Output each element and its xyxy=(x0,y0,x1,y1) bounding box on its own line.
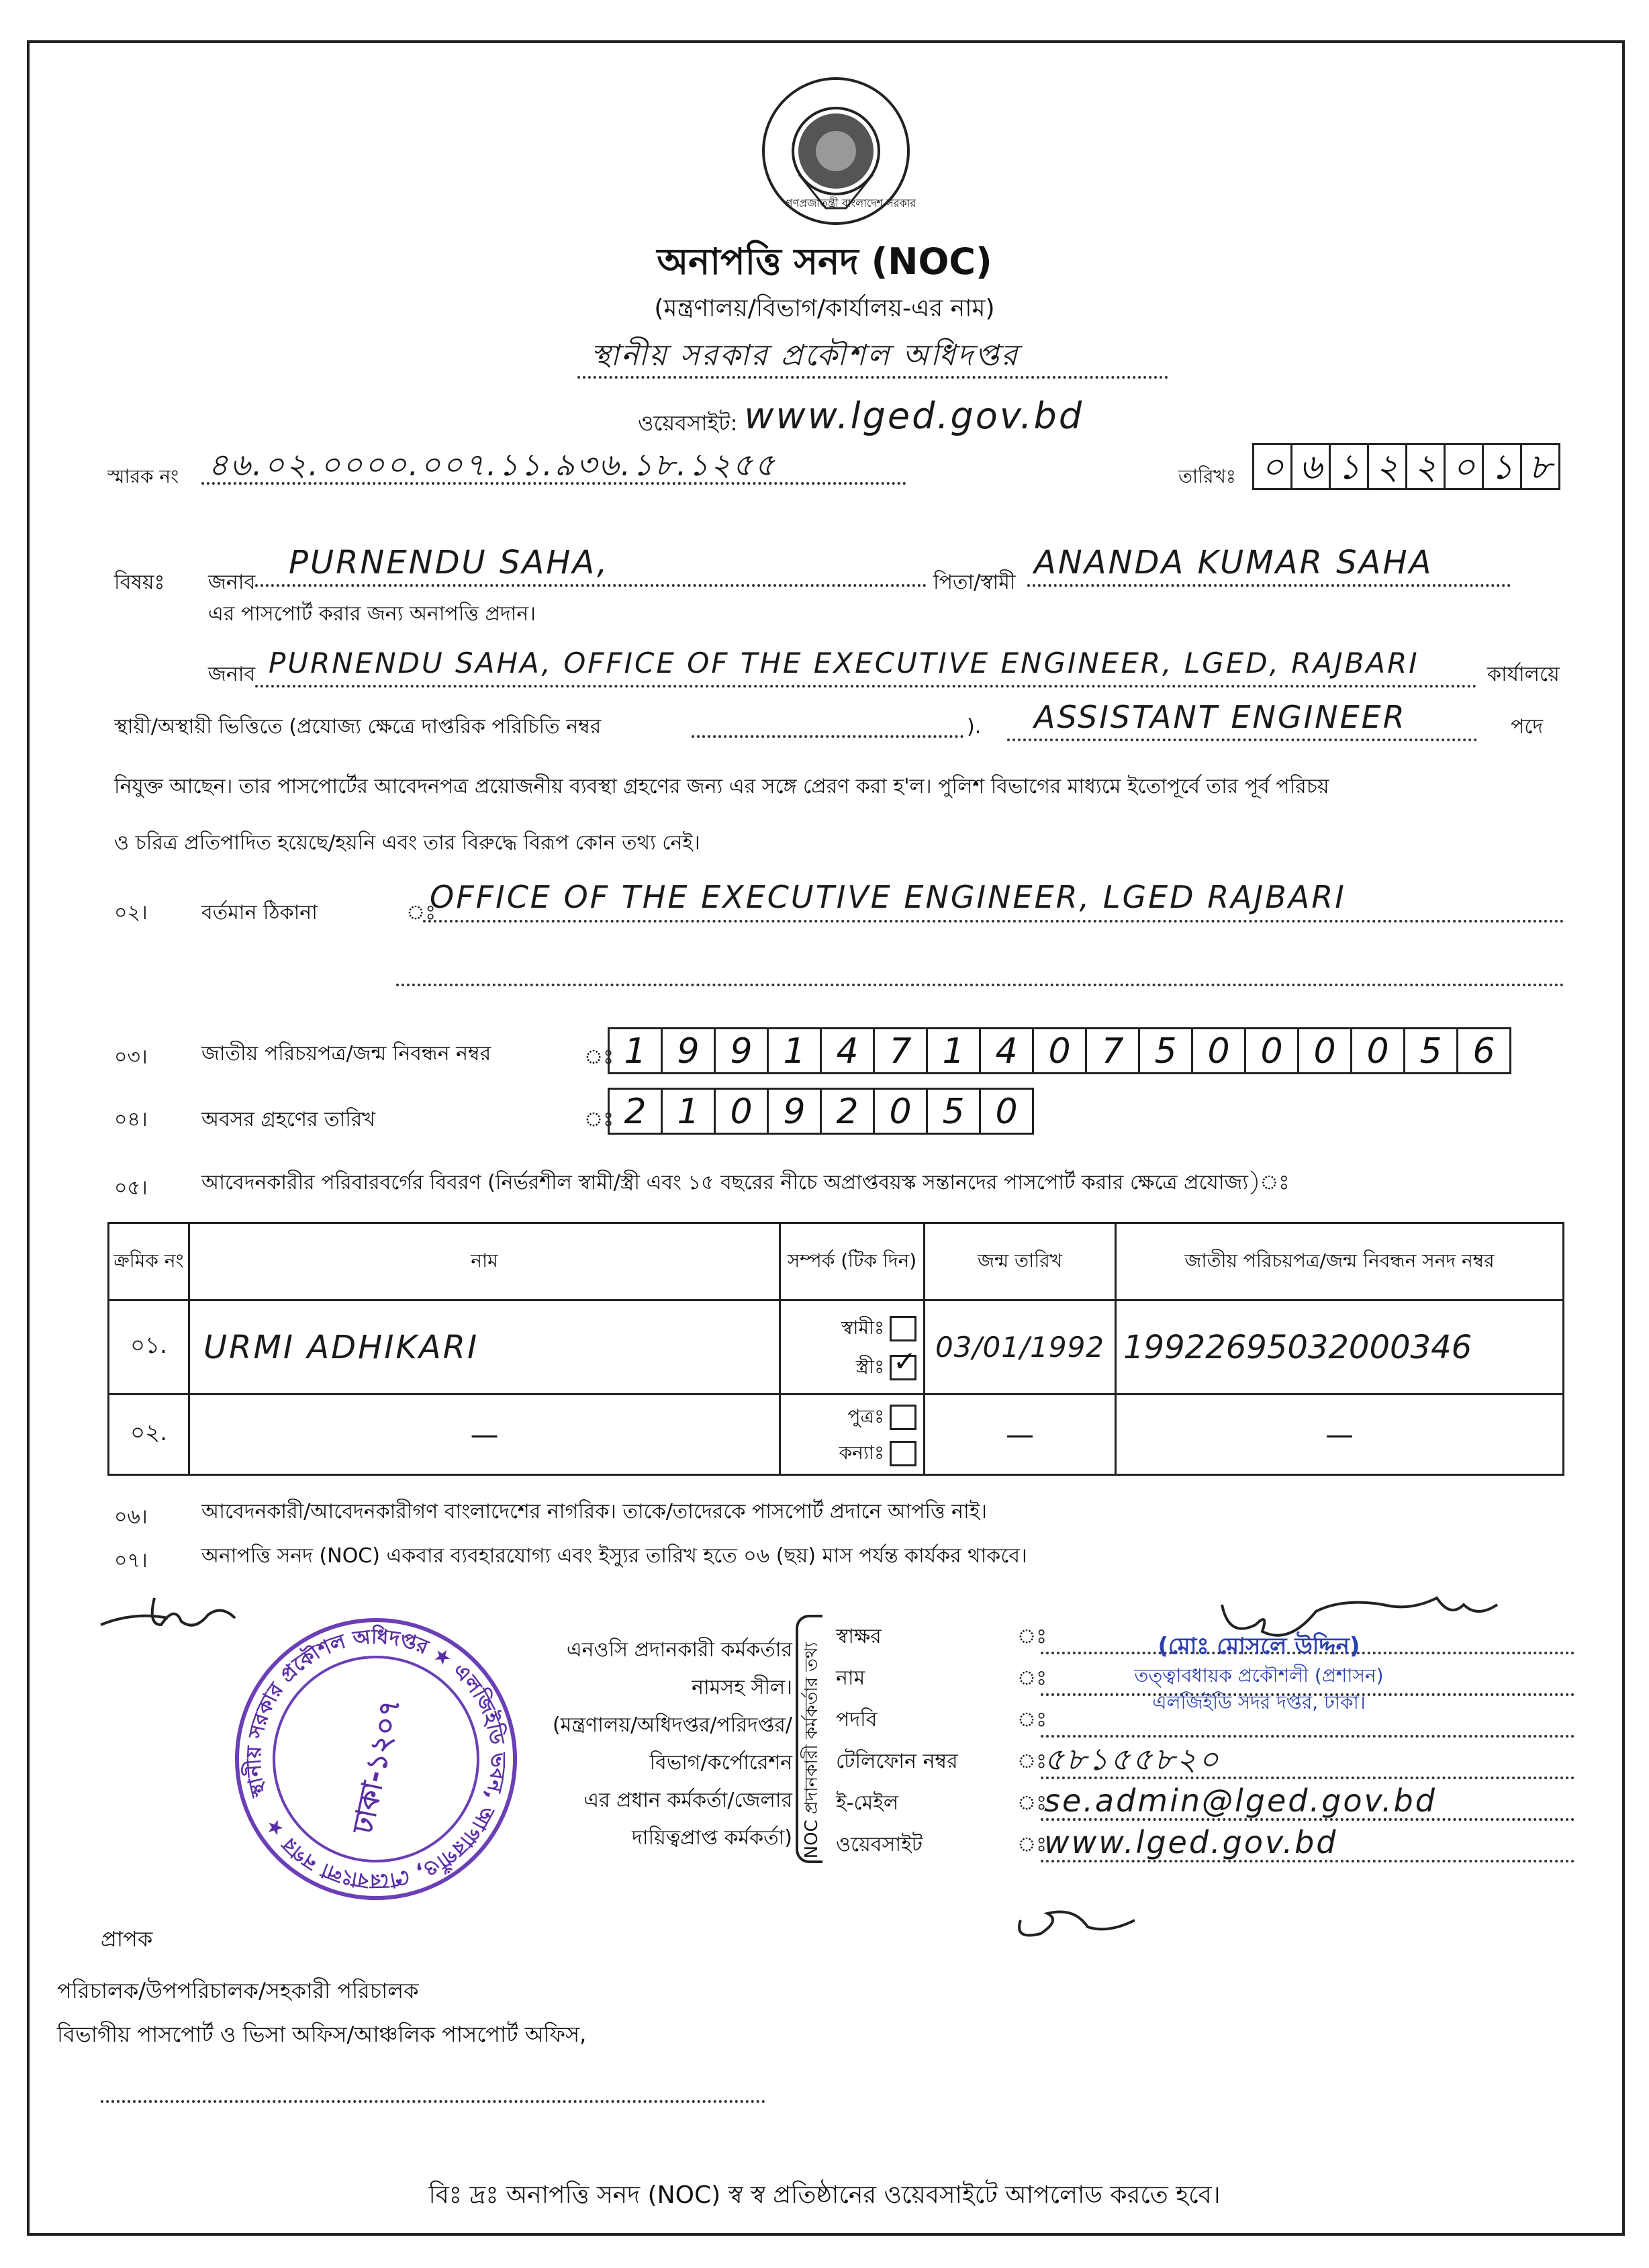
item03-number: ০৩। xyxy=(114,1045,148,1069)
header-serial: ক্রমিক নং xyxy=(109,1223,189,1301)
footer-note: বিঃ দ্রঃ অনাপত্তি সনদ (NOC) স্ব স্ব প্রতিষ্ঠানের ওয়েবসাইটে আপলোড করতে হবে। xyxy=(428,2181,1221,2209)
nid-digit-box: 5 xyxy=(1138,1027,1193,1074)
nid-digit-box: 0 xyxy=(1350,1027,1405,1074)
nid-digit-box: 0 xyxy=(1191,1027,1246,1074)
date-boxes xyxy=(1252,443,1558,490)
officer-field-colon: ঃ xyxy=(1017,1833,1047,1856)
row-relation xyxy=(780,1301,925,1395)
note06-text: আবেদনকারী/আবেদনকারীগণ বাংলাদেশের নাগরিক। তাকে/তাদেরকে পাসপোর্ট প্রদানে আপত্তি নাই। xyxy=(201,1500,988,1523)
memo-label: স্মারক নং xyxy=(107,465,179,487)
address-line-2 xyxy=(396,984,1564,986)
official-id-dots xyxy=(692,735,963,738)
officer-line-6: দায়িত্বপ্রাপ্ত কর্মকর্তা) xyxy=(632,1826,792,1850)
officer-field-row xyxy=(836,1743,1574,1785)
officer-field-label: ওয়েবসাইট xyxy=(836,1833,923,1856)
item02-number: ০২। xyxy=(114,901,148,925)
retirement-digit-box: 1 xyxy=(661,1088,716,1135)
nid-digit-box: 7 xyxy=(1085,1027,1140,1074)
seal-outer-text: স্থানীয় সরকার প্রকৌশল অধিদপ্তর ★ এলজিইডি ভবন, আগারগাঁও, শেরেবাংলা নগর ★ xyxy=(242,1625,510,1893)
officer-field-label: নাম xyxy=(836,1666,865,1690)
row-nid: — xyxy=(1116,1395,1564,1475)
row-name: — xyxy=(189,1395,780,1475)
date-digit-box: ১ xyxy=(1329,443,1369,490)
date-digit-box: ০ xyxy=(1444,443,1484,490)
officer-field-label: স্বাক্ষর xyxy=(836,1625,882,1648)
header-relation: সম্পর্ক (টিক দিন) xyxy=(780,1223,925,1301)
office-suffix: কার্যালয়ে xyxy=(1487,663,1560,686)
row-nid: 19922695032000346 xyxy=(1123,1328,1472,1366)
note07-text: অনাপত্তি সনদ (NOC) একবার ব্যবহারযোগ্য এবং ইস্যুর তারিখ হতে ০৬ (ছয়) মাস পর্যন্ত কার্যকর থাকবে। xyxy=(201,1544,1027,1568)
officer-field-dots xyxy=(1041,1735,1574,1738)
officer-line-2: নামসহ সীল। xyxy=(692,1676,792,1699)
body-line4: ও চরিত্র প্রতিপাদিত হয়েছে/হয়নি এবং তার বিরুদ্ধে বিরূপ কোন তথ্য নেই। xyxy=(114,831,700,855)
officer-line-4: বিভাগ/কর্পোরেশন xyxy=(649,1751,792,1775)
nid-boxes xyxy=(608,1027,1509,1074)
subject-name-line xyxy=(255,537,927,591)
row-relation xyxy=(780,1395,925,1475)
retirement-date-boxes xyxy=(608,1088,1032,1135)
wife-checkbox[interactable] xyxy=(890,1344,917,1380)
memo-number: ৪৬.০২.০০০০.০০৭.১১.৯৩৬.১৮.১২৫৫ xyxy=(208,446,777,483)
item04-label: অবসর গ্রহণের তারিখ xyxy=(201,1108,375,1131)
officer-field-colon: ঃ xyxy=(1017,1750,1047,1773)
officer-field-value: ৫৮১৫৫৮২০ xyxy=(1044,1741,1221,1777)
officer-field-colon: ঃ xyxy=(1017,1625,1047,1648)
date-digit-box: ১ xyxy=(1482,443,1522,490)
government-emblem xyxy=(759,74,916,228)
nid-digit-box: 6 xyxy=(1456,1027,1511,1074)
officer-line-1: এনওসি প্রদানকারী কর্মকর্তার xyxy=(566,1638,792,1662)
nid-digit-box: 5 xyxy=(1403,1027,1458,1074)
officer-left-text xyxy=(463,1632,792,1857)
daughter-checkbox[interactable] xyxy=(890,1441,916,1466)
retirement-digit-box: 0 xyxy=(714,1088,769,1135)
item03-colon: ঃ xyxy=(584,1045,614,1069)
row-name-cell xyxy=(189,1301,780,1395)
row-nid-cell xyxy=(1116,1301,1564,1395)
retirement-digit-box: 0 xyxy=(873,1088,928,1135)
recipient-label: প্রাপক xyxy=(101,1926,153,1952)
relation-wife-label: স্ত্রীঃ xyxy=(855,1355,884,1378)
stamp-office: এলজিইডি সদর দপ্তর, ঢাকা। xyxy=(1152,1691,1366,1713)
item04-colon: ঃ xyxy=(584,1108,614,1131)
body-line3: নিযুক্ত আছেন। তার পাসপোর্টের আবেদনপত্র প্রয়োজনীয় ব্যবস্থা গ্রহণের জন্য এর সঙ্গে প্রেরণ করা হ'ল। পুলিশ বিভাগের মাধ্যমে ইতোপূর্বে তার পূর্ব পরিচয় xyxy=(114,775,1329,798)
current-address: OFFICE OF THE EXECUTIVE ENGINEER, LGED RAJBARI xyxy=(430,879,1346,915)
officer-field-colon: ঃ xyxy=(1017,1666,1047,1690)
officer-field-value: www.lged.gov.bd xyxy=(1044,1824,1338,1860)
item04-number: ০৪। xyxy=(114,1108,148,1131)
table-row xyxy=(109,1301,1564,1395)
table-row xyxy=(109,1395,1564,1475)
designation: ASSISTANT ENGINEER xyxy=(1034,699,1407,735)
date-digit-box: ২ xyxy=(1405,443,1446,490)
date-label: তারিখঃ xyxy=(1178,465,1236,487)
item05-number: ০৫। xyxy=(114,1176,148,1200)
document-subtitle: (মন্ত্রণালয়/বিভাগ/কার্যালয়-এর নাম) xyxy=(654,295,995,322)
recipient-line-1: পরিচালক/উপপরিচালক/সহকারী পরিচালক xyxy=(57,1978,419,2003)
officer-line-3: (মন্ত্রণালয়/অধিদপ্তর/পরিদপ্তর/ xyxy=(552,1713,792,1737)
officer-signature xyxy=(1209,1585,1531,1658)
nid-digit-box: 4 xyxy=(820,1027,875,1074)
relation-son-label: পুত্রঃ xyxy=(847,1405,884,1427)
recipient-line-2: বিভাগীয় পাসপোর্ট ও ভিসা অফিস/আঞ্চলিক পাসপোর্ট অফিস, xyxy=(57,2022,587,2047)
body-line2-close: ). xyxy=(967,715,982,739)
designation-line xyxy=(1007,692,1477,745)
website-value[interactable]: www.lged.gov.bd xyxy=(744,395,1084,437)
stamp-title: তত্ত্বাবধায়ক প্রকৌশলী (প্রশাসন) xyxy=(1134,1664,1384,1687)
officer-field-value: se.admin@lged.gov.bd xyxy=(1044,1783,1437,1819)
header-name: নাম xyxy=(189,1223,780,1301)
officer-field-row xyxy=(836,1826,1574,1868)
check-icon: ✓ xyxy=(893,1344,917,1378)
body-line2: স্থায়ী/অস্থায়ী ভিত্তিতে (প্রযোজ্য ক্ষেত্রে দাপ্তরিক পরিচিতি নম্বর xyxy=(114,715,602,739)
seal-inner-text: ঢাকা-১২০৭ xyxy=(346,1695,407,1837)
son-checkbox[interactable] xyxy=(890,1405,916,1430)
row-serial: ০১. xyxy=(109,1301,189,1395)
document-title: অনাপত্তি সনদ (NOC) xyxy=(657,240,992,283)
nid-digit-box: 1 xyxy=(767,1027,822,1074)
website-label: ওয়েবসাইট: xyxy=(638,410,738,436)
officer-field-label: পদবি xyxy=(836,1708,878,1732)
office-name-line xyxy=(577,336,1168,383)
designation-suffix: পদে xyxy=(1511,715,1544,739)
officer-field-colon: ঃ xyxy=(1017,1791,1047,1815)
officer-field-colon: ঃ xyxy=(1017,1708,1047,1732)
office-name: স্থানীয় সরকার প্রকৌশল অধিদপ্তর xyxy=(591,338,1020,373)
item02-colon: ঃ xyxy=(406,901,436,925)
memo-line xyxy=(201,443,906,490)
nid-digit-box: 4 xyxy=(979,1027,1034,1074)
officer-line-5: এর প্রধান কর্মকর্তা/জেলার xyxy=(583,1789,792,1812)
body-name-line xyxy=(255,638,1477,692)
emblem-text: গণপ্রজাতন্ত্রী বাংলাদেশ সরকার xyxy=(786,197,916,209)
website-row xyxy=(638,396,1084,436)
family-table xyxy=(107,1222,1564,1476)
applicant-name: PURNENDU SAHA, xyxy=(289,544,610,581)
nid-digit-box: 7 xyxy=(873,1027,928,1074)
officer-field-label: টেলিফোন নম্বর xyxy=(836,1750,958,1773)
father-name-line xyxy=(1027,537,1511,591)
row-dob: — xyxy=(925,1395,1116,1475)
row-dob: 03/01/1992 xyxy=(935,1331,1105,1364)
retirement-digit-box: 9 xyxy=(767,1088,822,1135)
relation-daughter-label: কন্যাঃ xyxy=(839,1441,884,1464)
item02-label: বর্তমান ঠিকানা xyxy=(201,901,318,925)
retirement-digit-box: 2 xyxy=(820,1088,875,1135)
row-serial: ০২. xyxy=(109,1395,189,1475)
retirement-digit-box: 5 xyxy=(926,1088,981,1135)
retirement-digit-box: 2 xyxy=(608,1088,663,1135)
nid-digit-box: 1 xyxy=(926,1027,981,1074)
initial-signature xyxy=(94,1585,269,1638)
nid-digit-box: 0 xyxy=(1032,1027,1087,1074)
vertical-caption: NOC প্রদানকারী কর্মকর্তার তথ্য xyxy=(802,1642,822,1859)
father-name: ANANDA KUMAR SAHA xyxy=(1034,544,1433,581)
row-dob-cell xyxy=(925,1301,1116,1395)
table-header-row xyxy=(109,1223,1564,1301)
row-name: URMI ADHIKARI xyxy=(203,1328,479,1366)
note07-number: ০৭। xyxy=(114,1549,148,1572)
nid-digit-box: 9 xyxy=(661,1027,716,1074)
note06-number: ০৬। xyxy=(114,1505,148,1529)
retirement-digit-box: 0 xyxy=(979,1088,1034,1135)
body-name-office: PURNENDU SAHA, OFFICE OF THE EXECUTIVE ENGINEER, LGED, RAJBARI xyxy=(269,647,1419,679)
nid-digit-box: 1 xyxy=(608,1027,663,1074)
body-janab: জনাব xyxy=(208,663,256,686)
nid-digit-box: 0 xyxy=(1244,1027,1299,1074)
officer-field-row xyxy=(836,1785,1574,1826)
nid-digit-box: 0 xyxy=(1297,1027,1352,1074)
address-line xyxy=(423,873,1564,927)
father-label: পিতা/স্বামী xyxy=(933,571,1016,594)
subject-label: বিষয়ঃ xyxy=(114,571,165,594)
officer-field-label: ই-মেইল xyxy=(836,1791,899,1815)
second-signature xyxy=(1007,1893,1155,1947)
recipient-address-line xyxy=(101,2100,765,2103)
item05-label: আবেদনকারীর পরিবারবর্গের বিবরণ (নির্ভরশীল স্বামী/স্ত্রী এবং ১৫ বছরের নীচে অপ্রাপ্তবয়স্ক সন্তানদের পাসপোর্ট করার ক্ষেত্রে প্রযোজ্য)ঃ xyxy=(201,1171,1290,1194)
husband-checkbox[interactable] xyxy=(890,1316,916,1341)
stamp-name: (মোঃ মোসলে উদ্দিন) xyxy=(1158,1633,1360,1660)
date-digit-box: ৬ xyxy=(1290,443,1331,490)
subject-line2: এর পাসপোর্ট করার জন্য অনাপত্তি প্রদান। xyxy=(208,602,536,626)
date-digit-box: ৮ xyxy=(1520,443,1560,490)
date-digit-box: ২ xyxy=(1367,443,1407,490)
date-digit-box: ০ xyxy=(1252,443,1292,490)
item03-label: জাতীয় পরিচয়পত্র/জন্ম নিবন্ধন নম্বর xyxy=(201,1042,491,1066)
nid-digit-box: 9 xyxy=(714,1027,769,1074)
subject-janab: জনাব xyxy=(208,571,256,594)
header-nid: জাতীয় পরিচয়পত্র/জন্ম নিবন্ধন সনদ নম্বর xyxy=(1116,1223,1564,1301)
header-dob: জন্ম তারিখ xyxy=(925,1223,1116,1301)
relation-husband-label: স্বামীঃ xyxy=(841,1316,884,1339)
